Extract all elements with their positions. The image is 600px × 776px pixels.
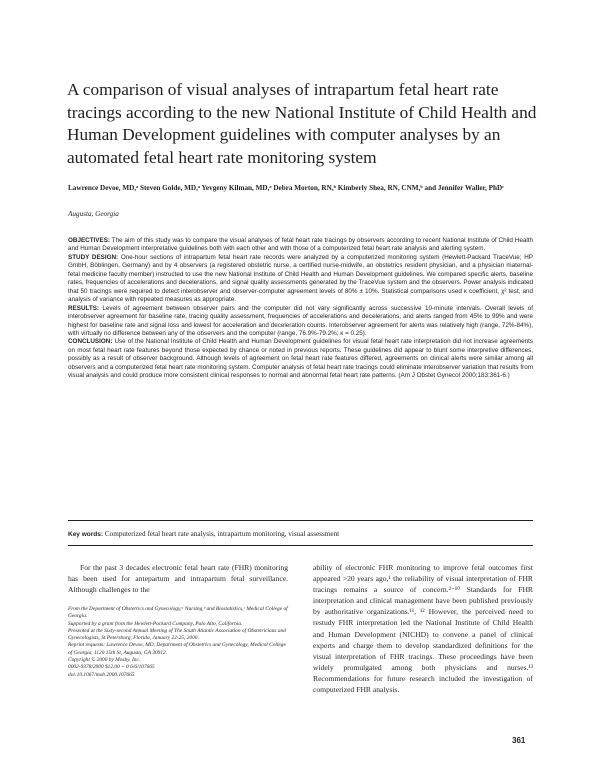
abstract-label: CONCLUSION: — [68, 338, 113, 346]
body-paragraph: For the past 3 decades electronic fetal heart rate (FHR) monitoring has been used for antepartum and intrapartum fetal surveillance. Although challenges to the — [68, 563, 288, 595]
abstract-conclusion — [68, 338, 533, 380]
footnote-doi: doi:10.1067/mob.2000.107665 — [68, 671, 135, 678]
abstract-label: OBJECTIVES: — [68, 237, 110, 244]
abstract-text: The aim of this study was to compare the visual analyses of fetal heart rate tracings by observers according to recent National Institute of Child Health and Human Development interpretative guidelines both with each other and with those of a computerized fetal heart rate analysis and alerting system. — [68, 237, 533, 253]
keywords-label: Key words: — [68, 531, 104, 538]
footnote-issn: 0002-9378/2000 $12.00 + 0 6/6/107665 — [68, 664, 155, 671]
footnote-support: Supported by a grant from the Hewlett-Packard Company, Palo Alto, California. — [68, 620, 243, 627]
keywords-divider — [68, 545, 533, 546]
body-paragraph: ability of electronic FHR monitoring to improve fetal outcomes first appeared >20 years ago,¹ the reliability of visual interpretation of FHR tracings remains a source of concern.²⁻¹⁰ Standards for FHR interpretation and clinical management have been published previously by authoritative organizations.¹¹, ¹² However, the perceived need to restudy FHR interpretation led the National Institute of Child Health and Human Development (NICHD) to convene a panel of clinical experts and charge them to develop standardized definitions for the visual interpretation of FHR tracings. These proceedings have been widely promulgated among both physicians and nurses.¹³ Recommendations for future research included the investigation of computerized FHR analysis. — [313, 563, 533, 695]
page-number: 361 — [512, 736, 526, 745]
footnote-presented: Presented at the Sixty-second Annual Meeting of The South Atlantic Association of Obstetricians and Gynecologists, St Petersburg, Florida, January 22-25, 2000. — [68, 627, 286, 642]
body-column-right — [313, 562, 533, 695]
footnote-reprint: Reprint requests: Lawrence Devoe, MD, Department of Obstetrics and Gynecology, Medical College of Georgia, 1120 15th St, Augusta, GA 30912. — [68, 642, 286, 656]
abstract-objectives — [68, 237, 533, 254]
author-location: Augusta, Georgia — [68, 210, 119, 218]
abstract-label: RESULTS: — [68, 304, 100, 312]
abstract-results — [68, 305, 533, 339]
abstract-study-design — [68, 254, 533, 305]
keywords — [68, 529, 533, 540]
abstract-label: STUDY DESIGN: — [68, 253, 119, 261]
body-column-left — [68, 562, 288, 595]
abstract — [68, 237, 533, 381]
footnote-affiliation: From the Department of Obstetrics and Gynecology,ᵃ Nursing,ᵇ and Biostatistics,ᶜ Medical College of Georgia. — [68, 606, 288, 620]
author-list: Lawrence Devoe, MD,ᵃ Steven Golde, MD,ᵃ Yevgeny Kilman, MD,ᵃ Debra Morton, RN,ᵇ Kimberly Shea, RN, CNM,ᵇ and Jennifer Waller, PhDᶜ — [68, 184, 505, 192]
abstract-text: Levels of agreement between observer pairs and the computer did not vary significantly across successive 10-minute intervals. Overall levels of interobserver agreement for baseline rate, tracing quality assessment, frequencies of accelerations and decelerations, and alerts ranged from 45% to 99% and were highest for baseline rate and signal loss and lowest for acceleration and deceleration counts. Interobserver agreement for alerts was relatively high (range, 72%-84%), with virtually no difference between any of the observers and the computer (range, 76.9%-79.2%; κ = 0.25). — [68, 304, 533, 337]
keywords-text: Computerized fetal heart rate analysis, intrapartum monitoring, visual assessment — [103, 530, 340, 538]
abstract-divider — [68, 520, 533, 521]
footnotes — [68, 606, 288, 679]
article-title: A comparison of visual analyses of intrapartum fetal heart rate tracings according to the new National Institute of Child Health and Human Development guidelines with computer analyses by an automated fetal heart rate monitoring system — [67, 80, 537, 167]
abstract-text: Use of the National Institute of Child Health and Human Development guidelines for visual fetal heart rate interpretation did not increase agreements on most fetal heart rate features beyond those expected by chance or noted in previous reports. These guidelines did appear to blunt some interpretive differences, possibly as a result of observer background. Although levels of agreement on fetal heart rate features differed, agreements on clinical alerts were similar among all observers and a computerized fetal heart rate monitoring system. Computer analysis of fetal heart rate tracings could eliminate interobserver variation that results from visual analysis and could produce more consistent clinical responses to normal and abnormal fetal heart rate patterns. (Am J Obstet Gynecol 2000;183:361-6.) — [68, 338, 533, 380]
footnote-copyright: Copyright © 2000 by Mosby, Inc. — [68, 657, 141, 664]
abstract-text: One-hour sections of intrapartum fetal heart rate records were analyzed by a computerized monitoring system (Hewlett-Packard TraceVue; HP GmbH, Böblingen, Germany) and by 4 observers (a registered obstetric nurse, a certified nurse-midwife, an obstetrics resident physician, and a physician maternal-fetal medicine faculty member) instructed to use the new National Institute of Child Health and Human Development guidelines. We compared specific alerts, baseline rates, frequencies of accelerations and decelerations, and signal quality assessments generated by the TraceVue system and the observers. Power analysis indicated that 50 tracings were required to detect interobserver and observer-computer agreement levels of 80% ± 10%. Statistical comparisons used κ coefficient, χ² test, and analysis of variance with repeated measures as appropriate. — [68, 253, 533, 304]
